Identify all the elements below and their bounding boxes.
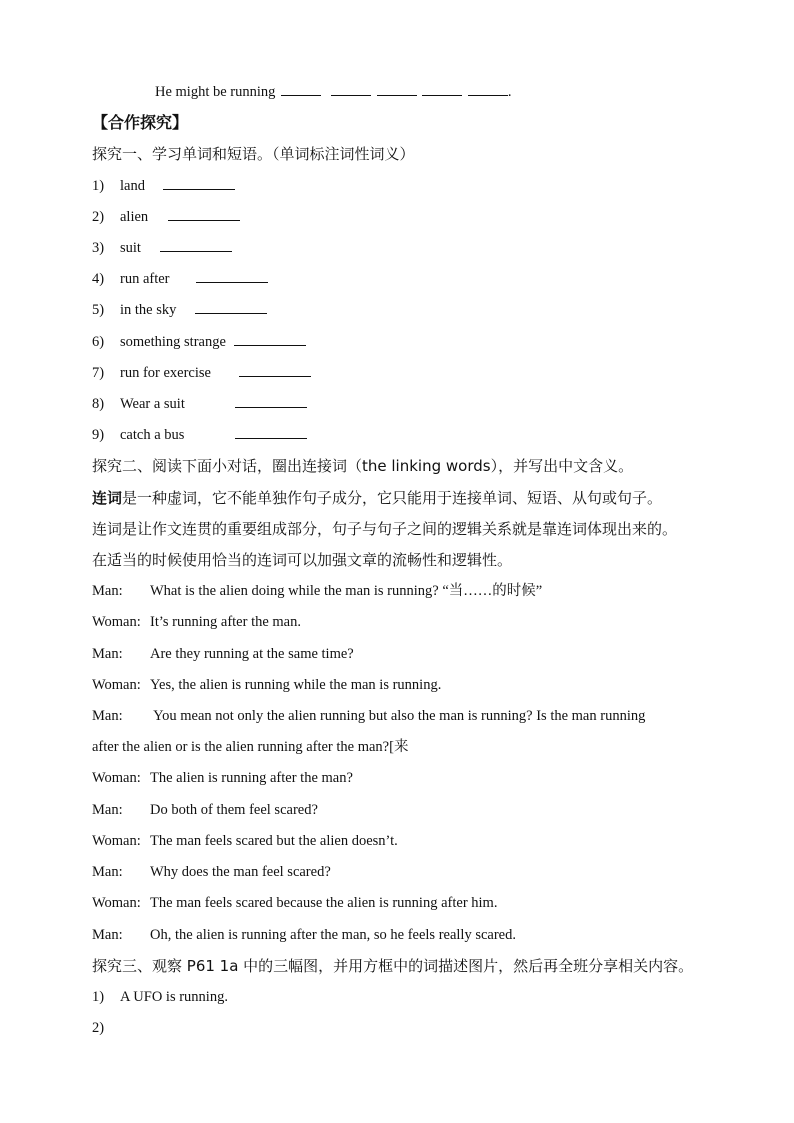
answer-blank[interactable] [377, 82, 417, 96]
part2-explanation-1 [92, 488, 662, 508]
answer-blank[interactable] [195, 300, 267, 314]
item-number: 6) [92, 334, 105, 350]
intro-end: . [507, 84, 512, 100]
dialogue-line [92, 925, 516, 945]
dialogue-line [92, 800, 318, 820]
dialogue-line [92, 612, 301, 632]
list-item [92, 207, 240, 227]
list-item [92, 363, 311, 383]
speaker: Man: [92, 864, 123, 880]
item-text: run after [120, 271, 170, 287]
item-text: alien [120, 209, 149, 225]
list-item [92, 425, 307, 445]
utterance: Are they running at the same time? [150, 646, 354, 662]
speaker: Man: [92, 646, 123, 662]
answer-blank[interactable] [235, 394, 307, 408]
answer-blank[interactable] [163, 176, 235, 190]
item-text: suit [120, 240, 141, 256]
list-item [92, 987, 228, 1007]
dialogue-line [92, 862, 331, 882]
item-number: 4) [92, 271, 105, 287]
answer-blank[interactable] [168, 207, 240, 221]
intro-line [155, 82, 512, 102]
dialogue-line [92, 644, 354, 664]
utterance: You mean not only the alien running but also the man is running? Is the man running [150, 708, 646, 724]
item-number: 5) [92, 302, 105, 318]
item-text: A UFO is running. [120, 989, 228, 1005]
speaker: Woman: [92, 677, 141, 693]
answer-blank[interactable] [160, 238, 232, 252]
dialogue-line [92, 675, 441, 695]
item-text: in the sky [120, 302, 177, 318]
item-number: 2) [92, 209, 105, 225]
answer-blank[interactable] [234, 332, 306, 346]
item-text: run for exercise [120, 365, 211, 381]
answer-blank[interactable] [468, 82, 508, 96]
answer-blank[interactable] [281, 82, 321, 96]
list-item [92, 332, 306, 352]
speaker: Man: [92, 802, 123, 818]
item-text: Wear a suit [120, 396, 185, 412]
dialogue-line [92, 768, 353, 788]
speaker: Woman: [92, 895, 141, 911]
list-item [92, 394, 307, 414]
dialogue-line [92, 706, 645, 726]
list-item [92, 176, 235, 196]
item-number: 3) [92, 240, 105, 256]
part2-explanation-2: 连词是让作文连贯的重要组成部分，句子与句子之间的逻辑关系就是靠连词体现出来的。 [92, 520, 678, 538]
list-item [92, 269, 268, 289]
speaker: Woman: [92, 614, 141, 630]
utterance: The man feels scared because the alien is running after him. [150, 895, 498, 911]
answer-blank[interactable] [422, 82, 462, 96]
utterance: Why does the man feel scared? [150, 864, 331, 880]
dialogue-line [92, 581, 542, 601]
speaker: Man: [92, 708, 123, 724]
item-number: 9) [92, 427, 105, 443]
explanation-text: 是一种虚词，它不能单独作句子成分，它只能用于连接单词、短语、从句或句子。 [122, 489, 663, 507]
utterance: The alien is running after the man? [150, 770, 353, 786]
speaker: Woman: [92, 833, 141, 849]
item-text: catch a bus [120, 427, 185, 443]
answer-blank[interactable] [196, 269, 268, 283]
dialogue-line [92, 831, 398, 851]
item-number: 2) [92, 1020, 105, 1036]
utterance: It’s running after the man. [150, 614, 301, 630]
section-header: 【合作探究】 [92, 113, 189, 132]
utterance: The man feels scared but the alien doesn’t. [150, 833, 398, 849]
part1-title: 探究一、学习单词和短语。（单词标注词性词义） [92, 145, 415, 163]
answer-blank[interactable] [331, 82, 371, 96]
list-item [92, 238, 232, 258]
list-item [92, 300, 267, 320]
item-text: land [120, 178, 145, 194]
part2-explanation-3: 在适当的时候使用恰当的连词可以加强文章的流畅性和逻辑性。 [92, 551, 513, 569]
dialogue-line [92, 737, 408, 757]
part2-title: 探究二、阅读下面小对话，圈出连接词（the linking words），并写出中文含义。 [92, 457, 634, 475]
utterance: Yes, the alien is running while the man is running. [150, 677, 442, 693]
speaker: Woman: [92, 770, 141, 786]
utterance: Do both of them feel scared? [150, 802, 318, 818]
intro-text: He might be running [155, 84, 276, 100]
answer-blank[interactable] [239, 363, 311, 377]
conjunction-term: 连词 [92, 489, 123, 507]
utterance: Oh, the alien is running after the man, so he feels really scared. [150, 927, 516, 943]
utterance: What is the alien doing while the man is running? “当……的时候” [150, 583, 543, 599]
dialogue-line [92, 893, 497, 913]
item-number: 1) [92, 178, 105, 194]
item-number: 1) [92, 989, 105, 1005]
item-number: 8) [92, 396, 105, 412]
answer-blank[interactable] [235, 425, 307, 439]
speaker: Man: [92, 927, 123, 943]
utterance: after the alien or is the alien running after the man?[来 [92, 739, 409, 755]
list-item [92, 1018, 120, 1038]
item-text: something strange [120, 334, 226, 350]
part3-title: 探究三、观察 P61 1a 中的三幅图，并用方框中的词描述图片，然后再全班分享相关内容。 [92, 957, 694, 975]
item-number: 7) [92, 365, 105, 381]
speaker: Man: [92, 583, 123, 599]
